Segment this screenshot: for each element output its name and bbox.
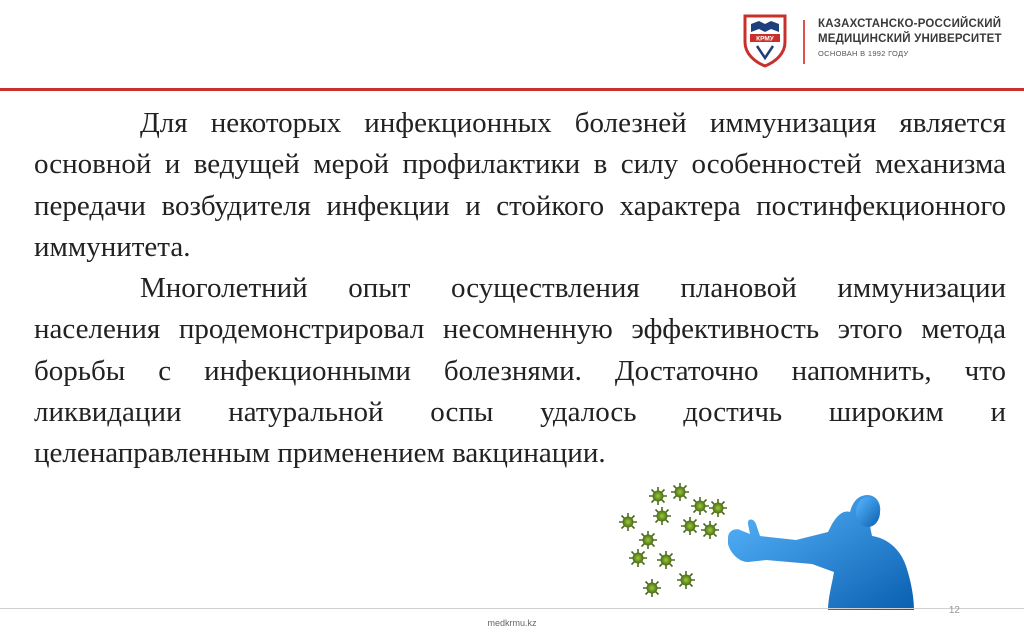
virus-icon [671, 483, 689, 501]
header-divider [0, 88, 1024, 91]
human-figure-icon [728, 495, 914, 610]
founded-text: ОСНОВАН В 1992 ГОДУ [818, 49, 909, 58]
virus-icon [691, 497, 709, 515]
footer-divider [0, 608, 1024, 609]
paragraph-1: Для некоторых инфекционных болезней иммунизация является основной и ведущей мерой профилактики в силу особенностей механизма передачи возбудителя инфекции и стойкого характера постинфекционного иммунитета. [34, 107, 1006, 263]
virus-icon [657, 551, 675, 569]
university-name-line2: МЕДИЦИНСКИЙ УНИВЕРСИТЕТ [818, 33, 1002, 45]
virus-icon [653, 507, 671, 525]
virus-icon [643, 579, 661, 597]
footer-website[interactable]: medkrmu.kz [487, 618, 537, 628]
virus-icon [629, 549, 647, 567]
virus-icon [639, 531, 657, 549]
university-shield-icon [741, 12, 789, 68]
virus-icon [701, 521, 719, 539]
slide-content [34, 103, 1006, 475]
page-number: 12 [948, 605, 960, 616]
logo-text: КРМУ [756, 35, 774, 43]
virus-icon [649, 487, 667, 505]
university-name [818, 17, 1002, 47]
paragraph-2: Многолетний опыт осуществления плановой иммунизации населения продемонстрировал несомненную эффективность этого метода борьбы с инфекционными болезнями. Достаточно напомнить, что ликвидации натуральной оспы удалось достичь широким и целенаправленным применением вакцинации. [34, 272, 1006, 470]
virus-icon [677, 571, 695, 589]
virus-icon [681, 517, 699, 535]
virus-icon [619, 513, 637, 531]
virus-cluster [619, 483, 727, 597]
university-name-line1: КАЗАХСТАНСКО-РОССИЙСКИЙ [818, 18, 1002, 30]
slide-header [0, 0, 1024, 88]
immunity-illustration [600, 480, 1000, 610]
logo-divider [803, 20, 805, 64]
virus-icon [709, 499, 727, 517]
